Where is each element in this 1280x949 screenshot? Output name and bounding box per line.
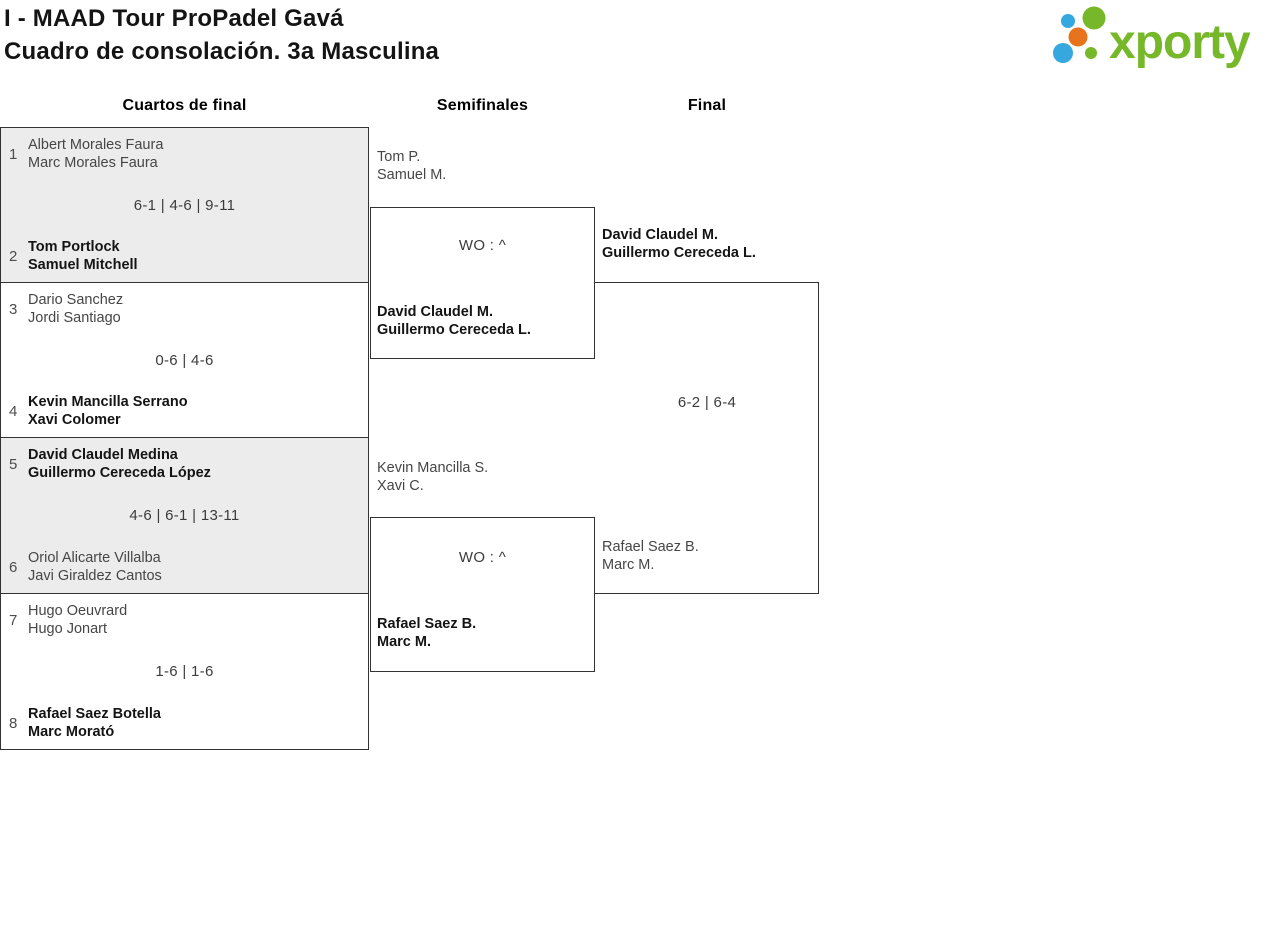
team-names-winner [28, 238, 138, 274]
player-name: Kevin Mancilla Serrano [28, 394, 188, 410]
player-name: Oriol Alicarte Villalba [28, 550, 161, 566]
player-name: David Claudel M. [377, 304, 494, 320]
logo-dot-blue-large [1053, 43, 1073, 63]
team-row-top [1, 602, 368, 638]
match-score: 4-6 | 6-1 | 13-11 [129, 507, 240, 524]
player-name: Marc Morató [28, 724, 115, 740]
player-name: Tom Portlock [28, 239, 120, 255]
logo-dot-blue-small [1061, 14, 1075, 28]
player-name: Guillermo Cereceda López [28, 465, 211, 481]
player-name: Tom P. [377, 149, 421, 165]
seed-number: 5 [9, 455, 18, 473]
match-quarterfinal-2[interactable] [0, 282, 369, 438]
tournament-name: I - MAAD Tour ProPadel Gavá [4, 5, 344, 32]
team-names-winner [28, 393, 188, 429]
team-row-bottom [1, 238, 368, 274]
semifinal-2-team-top [377, 459, 488, 495]
player-name: Marc M. [377, 634, 431, 650]
player-name: Guillermo Cereceda L. [602, 245, 756, 261]
xporty-logo[interactable] [1048, 2, 1273, 68]
seed-number: 7 [9, 611, 18, 629]
player-name: Marc M. [602, 557, 655, 573]
team-row-top [1, 291, 368, 327]
logo-dot-green-small [1085, 47, 1097, 59]
team-names [28, 602, 127, 638]
semifinal-2-team-bottom-winner [377, 615, 476, 651]
player-name: Samuel M. [377, 167, 447, 183]
team-row-top [1, 446, 368, 482]
player-name: Kevin Mancilla S. [377, 460, 489, 476]
player-name: Dario Sanchez [28, 292, 124, 308]
team-names-winner [28, 705, 161, 741]
player-name: David Claudel Medina [28, 447, 178, 463]
match-quarterfinal-1[interactable] [0, 127, 369, 283]
seed-number: 2 [9, 247, 18, 265]
match-quarterfinal-3[interactable] [0, 437, 369, 594]
team-row-bottom [1, 549, 368, 585]
player-name: Rafael Saez Botella [28, 706, 161, 722]
team-row-top [1, 136, 368, 172]
match-score: 6-2 | 6-4 [677, 394, 737, 411]
page-title [4, 2, 439, 68]
player-name: Samuel Mitchell [28, 257, 138, 273]
match-score: 6-1 | 4-6 | 9-11 [133, 196, 236, 214]
player-name: Rafael Saez B. [602, 539, 699, 555]
seed-number: 8 [9, 714, 18, 732]
team-row-bottom [1, 705, 368, 741]
team-row-bottom [1, 393, 368, 429]
player-name: Guillermo Cereceda L. [377, 322, 531, 338]
player-name: Rafael Saez B. [377, 616, 477, 632]
player-name: David Claudel M. [602, 227, 719, 243]
final-team-bottom [602, 538, 699, 574]
match-score: 1-6 | 1-6 [155, 663, 214, 680]
round-header-quarterfinals: Cuartos de final [122, 97, 247, 114]
logo-dot-green-large [1083, 7, 1106, 30]
player-name: Albert Morales Faura [28, 137, 164, 153]
match-score: 0-6 | 4-6 [155, 351, 214, 369]
semifinal-1-team-top [377, 148, 446, 184]
player-name: Hugo Jonart [28, 621, 107, 637]
player-name: Marc Morales Faura [28, 155, 158, 171]
team-names-winner [28, 446, 211, 482]
seed-number: 4 [9, 402, 18, 420]
team-names [28, 549, 162, 585]
final-team-top-winner [602, 226, 756, 262]
team-names [28, 136, 163, 172]
round-header-semifinals: Semifinales [436, 97, 529, 114]
seed-number: 6 [9, 558, 18, 576]
team-names [28, 291, 123, 327]
match-score: WO : ^ [458, 549, 507, 566]
match-quarterfinal-4[interactable] [0, 593, 369, 750]
semifinal-1-team-bottom-winner [377, 303, 531, 339]
player-name: Xavi Colomer [28, 412, 121, 428]
round-header-final: Final [687, 97, 727, 114]
seed-number: 3 [9, 300, 18, 318]
player-name: Javi Giraldez Cantos [28, 568, 162, 584]
match-score: WO : ^ [458, 237, 507, 254]
player-name: Hugo Oeuvrard [28, 603, 128, 619]
player-name: Jordi Santiago [28, 310, 121, 326]
draw-name: Cuadro de consolación. 3a Masculina [4, 38, 440, 65]
seed-number: 1 [9, 145, 18, 163]
logo-text: xporty [1109, 16, 1250, 68]
logo-dot-orange [1069, 28, 1088, 47]
player-name: Xavi C. [377, 478, 424, 494]
